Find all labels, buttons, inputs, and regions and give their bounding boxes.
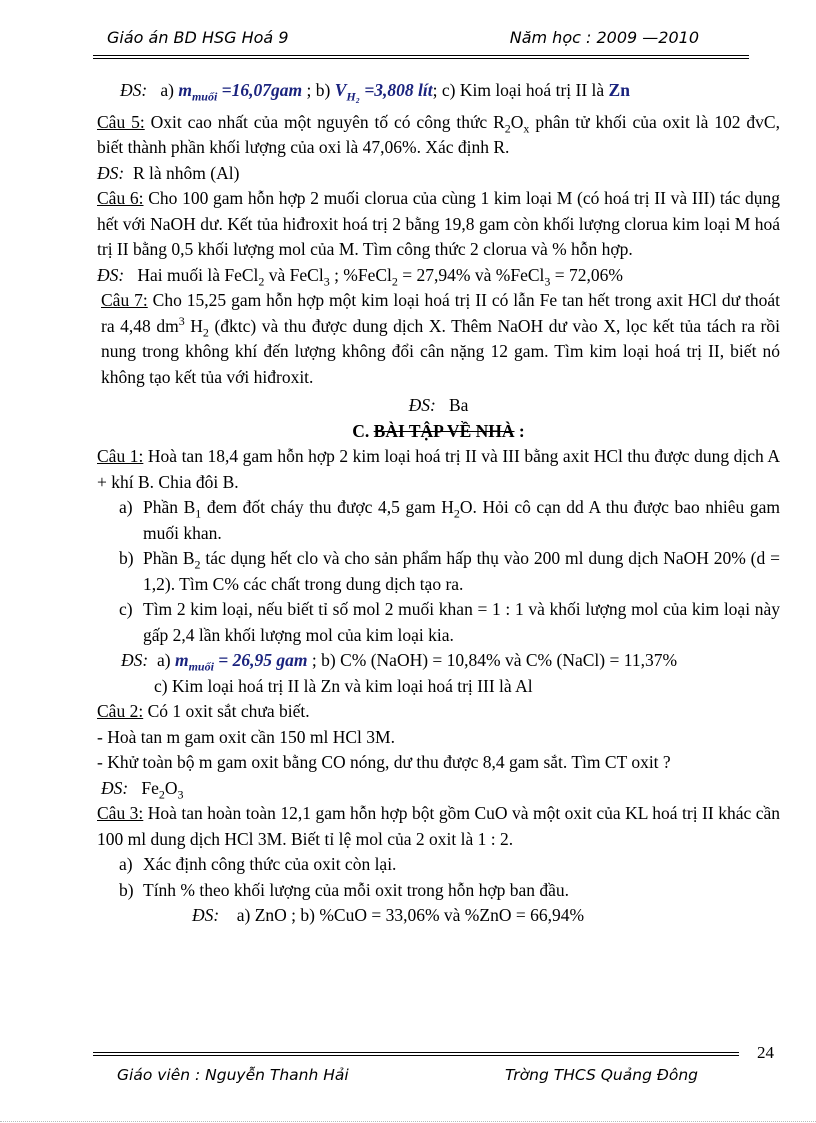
footer-school: Trờng THCS Quảng Đông bbox=[505, 1066, 698, 1084]
page-footer bbox=[117, 1066, 698, 1088]
answer-h2: ĐS: $Fe_2O_3$ bbox=[101, 777, 184, 801]
page-number: 24 bbox=[757, 1043, 774, 1062]
question-6: Câu 6: Cho 100 gam hỗn hợp 2 muối clorua của cùng 1 kim loại M (có hoá trị II và III) tác dụng hết với NaOH dư. Kết tủa hiđroxit hoá trị 2 bằng 19,8 gam còn khối lượng clorua kim loại M hoá trị II bằng 0,5 khối lượng mol của M. Tìm công thức 2 clorua và % hỗn hợp. bbox=[97, 188, 780, 259]
answer-5: ĐS: R là nhôm (Al) bbox=[97, 162, 240, 183]
homework-1: Câu 1: Hoà tan 18,4 gam hỗn hợp 2 kim loại hoá trị II và III bằng axit HCl thu được dung dịch A + khí B. Chia đôi B. bbox=[97, 446, 780, 492]
answer-h1-c: c) Kim loại hoá trị II là Zn và kim loại hoá trị III là Al bbox=[154, 675, 533, 696]
answer-7: ĐS: Ba bbox=[408, 395, 469, 415]
homework-1b: b) Phần $B_2$ tác dụng hết clo và cho sản phẩm hấp thụ vào 200 ml dung dịch NaOH 20% (d = 1,2). Tìm C% các chất trong dung dịch tạo ra. bbox=[119, 548, 780, 594]
footer-rule bbox=[93, 1052, 739, 1056]
answer-h1: ĐS: a) $m_{muối} = 26,95$ gam ; b) C% (NaOH) = 10,84% và C% (NaCl) = 11,37% bbox=[121, 650, 678, 674]
answer-h3: ĐS: a) ZnO ; b) %CuO = 33,06% và %ZnO = 66,94% bbox=[192, 905, 585, 925]
document-body bbox=[97, 78, 780, 929]
question-5: Câu 5: Oxit cao nhất của một nguyên tố có công thức $R_2O_x$ phân tử khối của oxit là 102 đvC, biết thành phần khối lượng của oxi là 47,06%. Xác định R. bbox=[97, 111, 780, 157]
homework-2-line1: - Hoà tan m gam oxit cần 150 ml HCl 3M. bbox=[97, 726, 395, 747]
homework-2: Câu 2: Có 1 oxit sắt chưa biết. bbox=[97, 701, 310, 721]
answer-6: ĐS: Hai muối là FeCl$_2$ và FeCl$_3$ ; %FeCl$_2$ = 27,94% và %FeCl$_3$ = 72,06% bbox=[97, 264, 623, 288]
homework-1c: c) Tìm 2 kim loại, nếu biết tỉ số mol 2 muối khan = 1 : 1 và khối lượng mol của kim loại này gấp 2,4 lần khối lượng mol của kim loại kia. bbox=[119, 599, 780, 645]
section-c-title: C. BÀI TẬP VỀ NHÀ : bbox=[352, 420, 525, 441]
footer-teacher: Giáo viên : Nguyễn Thanh Hải bbox=[117, 1066, 349, 1084]
page-bottom-border bbox=[0, 1121, 816, 1122]
answer-line: ĐS: a) $m_{muối} =16,07gam$ ; b) $V_{H_2} =3,808$ lít; c) Kim loại hoá trị II là Zn bbox=[120, 80, 630, 104]
homework-2-line2: - Khử toàn bộ m gam oxit bằng CO nóng, dư thu được 8,4 gam sắt. Tìm CT oxit ? bbox=[97, 752, 671, 772]
homework-3b: b) Tính % theo khối lượng của mỗi oxit trong hỗn hợp ban đầu. bbox=[119, 879, 570, 900]
question-7: Câu 7: Cho 15,25 gam hỗn hợp một kim loại hoá trị II có lẫn Fe tan hết trong axit HCl dư thoát ra 4,48 $dm^3$ $H_2$ (đktc) và thu được dung dịch X. Thêm NaOH dư vào X, lọc kết tủa tách ra rồi nung trong không khí đến lượng không đổi cân nặng 12 gam. Tìm kim loại hoá trị II, biết nó không tạo kết tủa với hiđroxit. bbox=[101, 290, 780, 387]
header-year: Năm học : 2009 —2010 bbox=[509, 28, 699, 47]
header-title: Giáo án BD HSG Hoá 9 bbox=[107, 28, 289, 47]
page-header bbox=[107, 28, 699, 52]
homework-3: Câu 3: Hoà tan hoàn toàn 12,1 gam hỗn hợp bột gồm CuO và một oxit của KL hoá trị II khác cần 100 ml dung dịch HCl 3M. Biết tỉ lệ mol của 2 oxit là 1 : 2. bbox=[97, 803, 780, 849]
homework-3a: a) Xác định công thức của oxit còn lại. bbox=[119, 854, 397, 874]
header-rule bbox=[93, 55, 749, 59]
homework-1a: a) Phần $B_1$ đem đốt cháy thu được 4,5 gam $H_2O$. Hỏi cô cạn dd A thu được bao nhiêu gam muối khan. bbox=[119, 497, 780, 543]
